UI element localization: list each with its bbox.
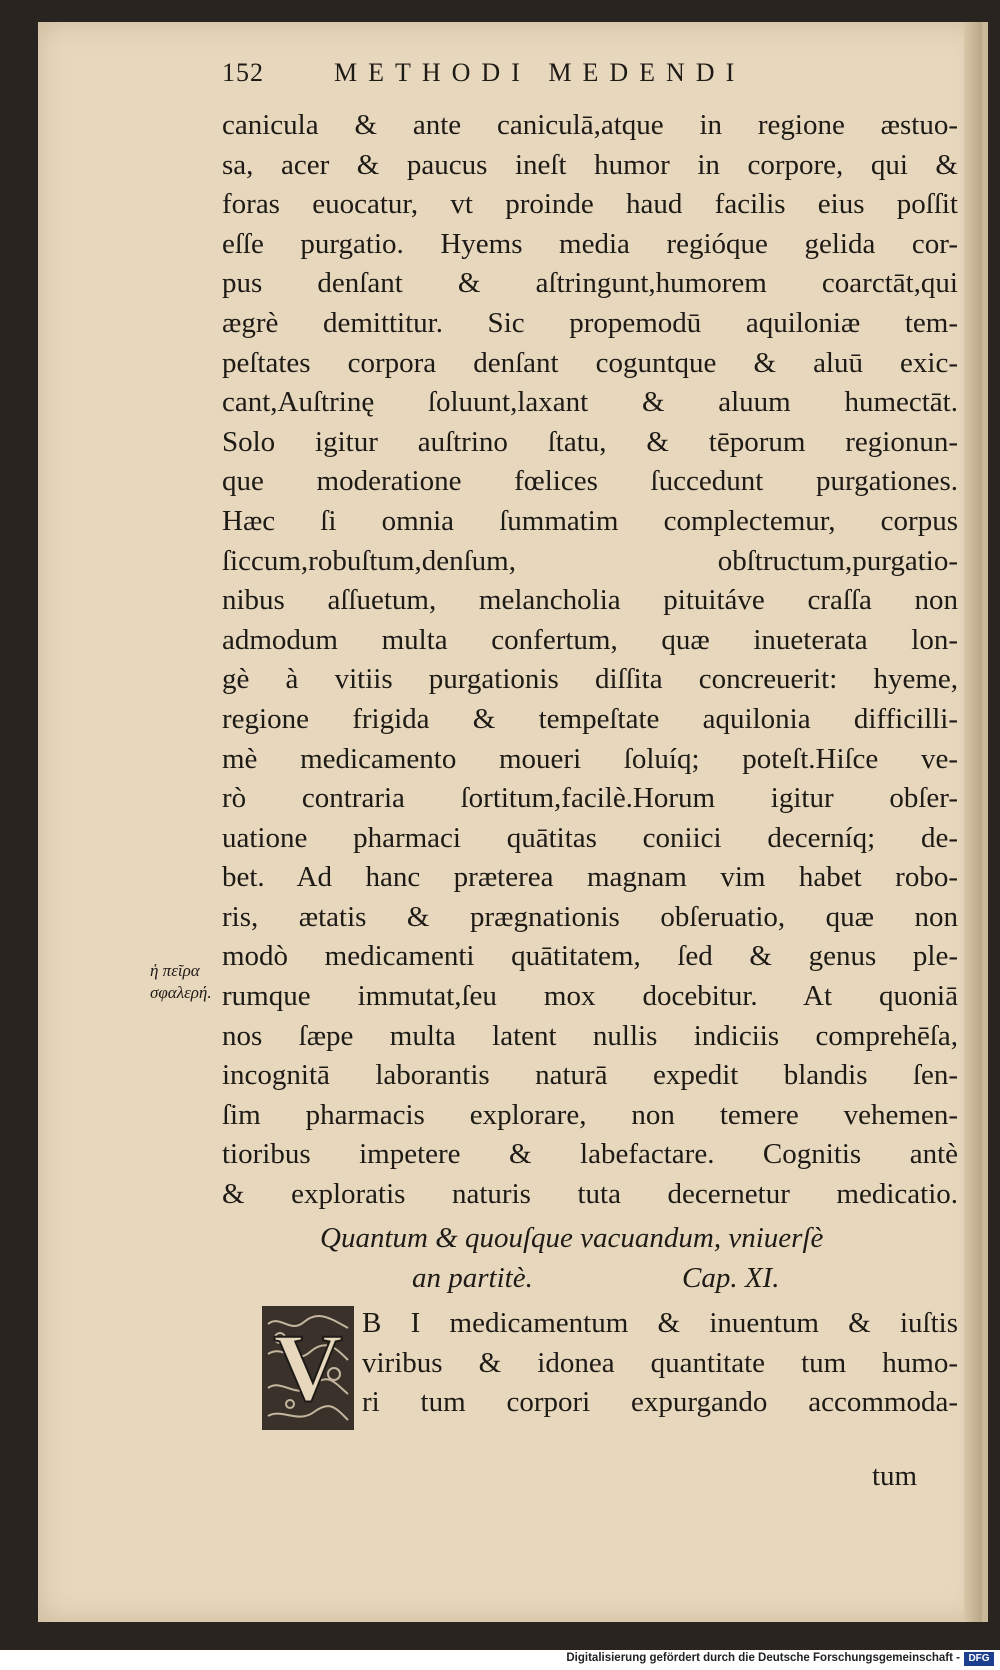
text-line: que moderatione fœlices ſuccedunt purgationes. [222,465,958,498]
text-line: & exploratis naturis tuta decernetur medicatio. [222,1178,958,1211]
text-line: uatione pharmaci quātitas coniici decerníq; de- [222,821,958,854]
text-line: ris, ætatis & prægnationis obſeruatio, quæ non [222,900,958,933]
margin-note-line: ἡ πεῖρα [150,961,200,980]
text-line: modò medicamenti quātitatem, ſed & genus ple- [222,940,958,973]
text-line: B I medicamentum & inuentum & iuſtis [362,1307,958,1339]
text-line: incognitā laborantis naturā expedit blandis ſen- [222,1059,958,1092]
text-line: cant,Auſtrinę ſoluunt,laxant & aluum humectāt. [222,386,958,419]
body-text [222,106,958,1215]
catchword: tum [872,1460,918,1492]
text-line: ſim pharmacis explorare, non temere vehemen- [222,1098,958,1131]
text-line: canicula & ante caniculā,atque in regione æstuo- [222,109,958,141]
text-line: mè medicamento moueri ſoluíq; poteſt.Hiſce ve- [222,742,958,775]
text-line: tioribus impetere & labefactare. Cognitis antè [222,1138,958,1171]
text-line: pus denſant & aſtringunt,humorem coarctāt,qui [222,267,958,300]
text-line: viribus & idonea quantitate tum humo- [362,1346,958,1379]
page-number: 152 [222,58,264,87]
text-line: gè à vitiis purgationis diſſita concreuerit: hyeme, [222,663,958,696]
page-edge [964,22,982,1622]
text-line: nibus aſſuetum, melancholia pituitáve craſſa non [222,584,958,617]
chapter-text [362,1304,958,1423]
text-line: eſſe purgatio. Hyems media regióque gelida cor- [222,227,958,260]
text-line: rumque immutat,ſeu mox docebitur. At quoniā [222,980,958,1013]
decorated-initial [260,1304,356,1432]
running-head [222,58,962,98]
initial-letter: V [273,1314,343,1421]
text-line: admodum multa confertum, quæ inueterata lon- [222,623,958,656]
text-line: peſtates corpora denſant coguntque & aluū exic- [222,346,958,379]
running-title: METHODI MEDENDI [334,58,746,87]
text-line: bet. Ad hanc præterea magnam vim habet robo- [222,861,958,894]
text-line: regione frigida & tempeſtate aquilonia difficilli- [222,702,958,735]
funding-notice: Digitalisierung gefördert durch die Deutsche Forschungsgemeinschaft - [566,1652,960,1664]
text-line: Hæc ſi omnia ſummatim complectemur, corpus [222,504,958,537]
text-line: ri tum corpori expurgando accommoda- [362,1386,958,1419]
text-line: rò contraria ſortitum,facilè.Horum igitur obſer- [222,782,958,815]
margin-note-line: σφαλερή. [150,983,212,1002]
chapter-number: Cap. XI. [682,1262,780,1294]
text-line: ſiccum,robuſtum,denſum, obſtructum,purgatio- [222,544,958,577]
text-line: ægrè demittitur. Sic propemodū aquiloniæ tem- [222,306,958,339]
text-line: Solo igitur auſtrino ſtatu, & tēporum regionun- [222,425,958,458]
dfg-logo: DFG [964,1652,994,1666]
chapter-heading-line1: Quantum & quouſque vacuandum, vniuerſè [320,1222,824,1254]
decorated-initial-image [260,1304,356,1432]
text-line: sa, acer & paucus ineſt humor in corpore, qui & [222,148,958,181]
text-line: foras euocatur, vt proinde haud facilis eius poſſit [222,188,958,221]
margin-note [150,960,242,1004]
chapter-heading-line2: an partitè. [412,1262,533,1294]
text-line: nos ſæpe multa latent nullis indiciis comprehēſa, [222,1019,958,1052]
